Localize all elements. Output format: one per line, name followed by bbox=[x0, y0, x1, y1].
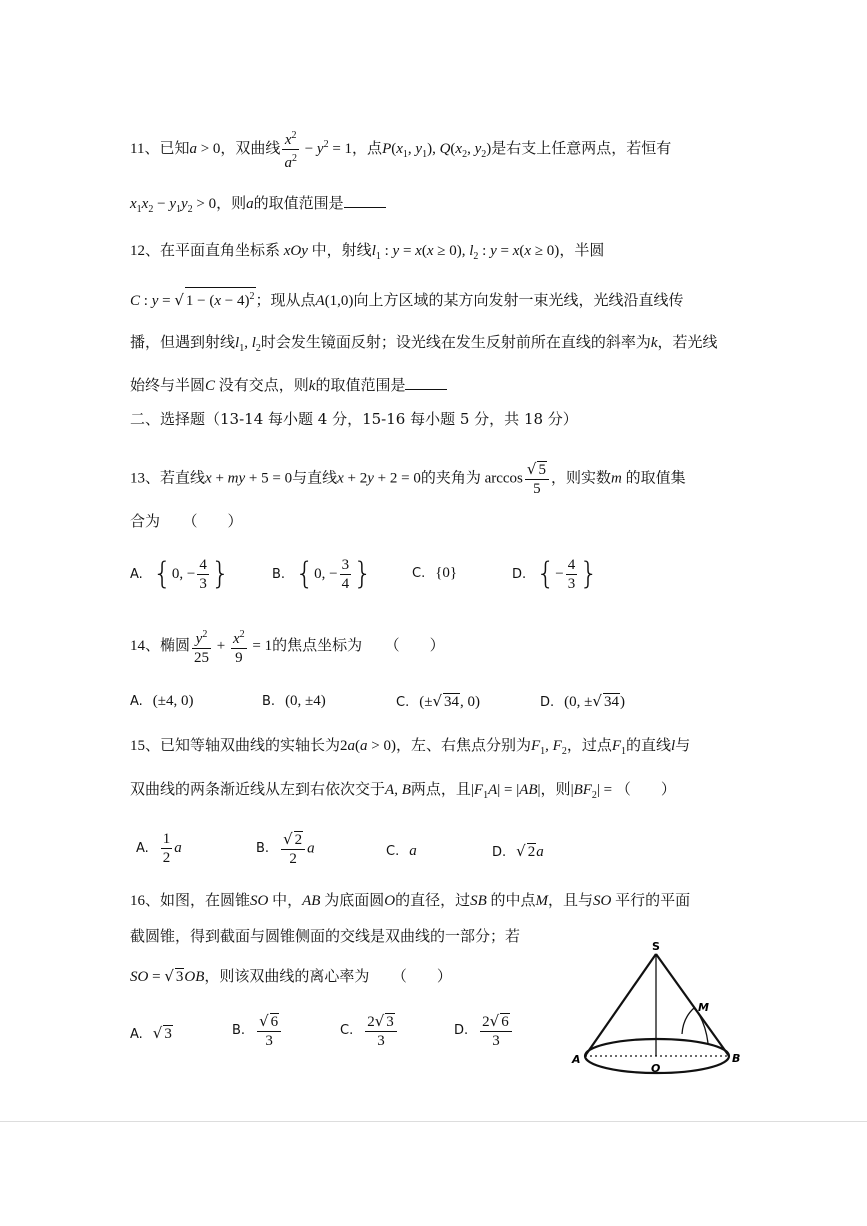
section-heading: 二、选择题（13-14 每小题 4 分，15-16 每小题 5 分，共 18 分） bbox=[130, 410, 578, 428]
q14-option-d[interactable]: D. (0, ±√ 34) bbox=[540, 692, 625, 710]
q15-line2: 双曲线的两条渐近线从左到右依次交于A, B两点，且$|F_1A| = |AB|$，则$|BF_2|$ = （ ） bbox=[130, 782, 676, 801]
q15-option-a[interactable]: A. $\frac{1}{2}$ a bbox=[136, 831, 182, 866]
q16-line2: 截圆锥，得到截面与圆锥侧面的交线是双曲线的一部分；若 bbox=[130, 927, 521, 945]
q12-line3: 播，但遇到射线$l_1$, $l_2$时会发生镜面反射；设光线在发生反射前所在直线的斜率为k，若光线 bbox=[130, 335, 718, 354]
q15-line1: 15、已知等轴双曲线的实轴长为2a(a > 0)，左、右焦点分别为$F_1$, $F_2$，过点$F_1$的直线l与 bbox=[130, 738, 691, 757]
q14-line1: 14、椭圆 $\frac{y^2}{25}$ + $\frac{x^2}{9}$ = 1的焦点坐标为 （ ） bbox=[130, 626, 445, 667]
page-divider bbox=[0, 1121, 867, 1122]
q14-option-b[interactable]: B. (0, ±4) bbox=[262, 693, 326, 709]
q13-line1: 13、若直线x + my + 5 = 0与直线x + 2y + 2 = 0的夹角为 arccos $\frac{√ 5}{5}$ ，则实数m 的取值集 bbox=[130, 460, 686, 497]
q11-line2: $x_1x_2 - y_1y_2 > 0$，则a的取值范围是 bbox=[130, 193, 386, 221]
q16-option-d[interactable]: D. $\frac{2√ 6}{3}$ bbox=[454, 1012, 514, 1050]
q11-line1: 11、已知a > 0，双曲线 $\frac{x^2}{a^2}$ − $y^2 = 1$，点$P(x_1$, $y_1$), $Q(x_2$, $y_2$)是右支上任意两点，若恒有 bbox=[130, 127, 671, 172]
q14-option-a[interactable]: A. (±4, 0) bbox=[130, 693, 194, 709]
label-a: A bbox=[572, 1053, 581, 1066]
q16-option-c[interactable]: C. $\frac{2√ 3}{3}$ bbox=[340, 1012, 399, 1050]
q11-text: 11、已知 bbox=[130, 140, 190, 157]
q13-option-a[interactable]: A. {0, − $\frac{4}{3}$ } bbox=[130, 556, 230, 592]
label-s: S bbox=[652, 940, 660, 953]
q16-line1: 16、如图，在圆锥SO 中，AB 为底面圆O的直径，过SB 的中点M，且与SO 平行的平面 bbox=[130, 893, 691, 909]
q16-line3: SO = √ 3OB，则该双曲线的离心率为 （ ） bbox=[130, 967, 452, 985]
q13-option-d[interactable]: D. {− $\frac{4}{3}$ } bbox=[512, 556, 599, 592]
q13-line2: 合为 （ ） bbox=[130, 512, 243, 530]
q12-line2: C : y = √ $1 - (x - 4)^2$；现从点A(1,0)向上方区域的某方向发射一束光线，光线沿直线传 bbox=[130, 287, 683, 312]
q15-option-c[interactable]: C. a bbox=[386, 843, 417, 859]
q15-option-d[interactable]: D. √ 2a bbox=[492, 842, 544, 860]
q13-option-b[interactable]: B. {0, − $\frac{3}{4}$ } bbox=[272, 556, 373, 592]
q15-option-b[interactable]: B. $\frac{√ 2}{2}$ a bbox=[256, 830, 315, 867]
label-b: B bbox=[732, 1052, 741, 1065]
q12-line4: 始终与半圆C 没有交点，则k的取值范围是 bbox=[130, 375, 447, 397]
q16-option-b[interactable]: B. $\frac{√ 6}{3}$ bbox=[232, 1012, 283, 1050]
cone-figure bbox=[570, 938, 750, 1088]
q13-option-c[interactable]: C. {0} bbox=[412, 565, 458, 581]
q16-option-a[interactable]: A. √ 3 bbox=[130, 1024, 172, 1042]
q12-line1: 12、在平面直角坐标系 xOy 中，射线$l_1$ : y = x(x ≥ 0), $l_2$ : y = x(x ≥ 0)，半圆 bbox=[130, 243, 605, 262]
answer-blank bbox=[405, 375, 447, 390]
q14-option-c[interactable]: C. (±√ 34, 0) bbox=[396, 692, 481, 710]
answer-blank bbox=[344, 193, 386, 208]
label-o: O bbox=[651, 1062, 661, 1075]
label-m: M bbox=[698, 1001, 709, 1014]
